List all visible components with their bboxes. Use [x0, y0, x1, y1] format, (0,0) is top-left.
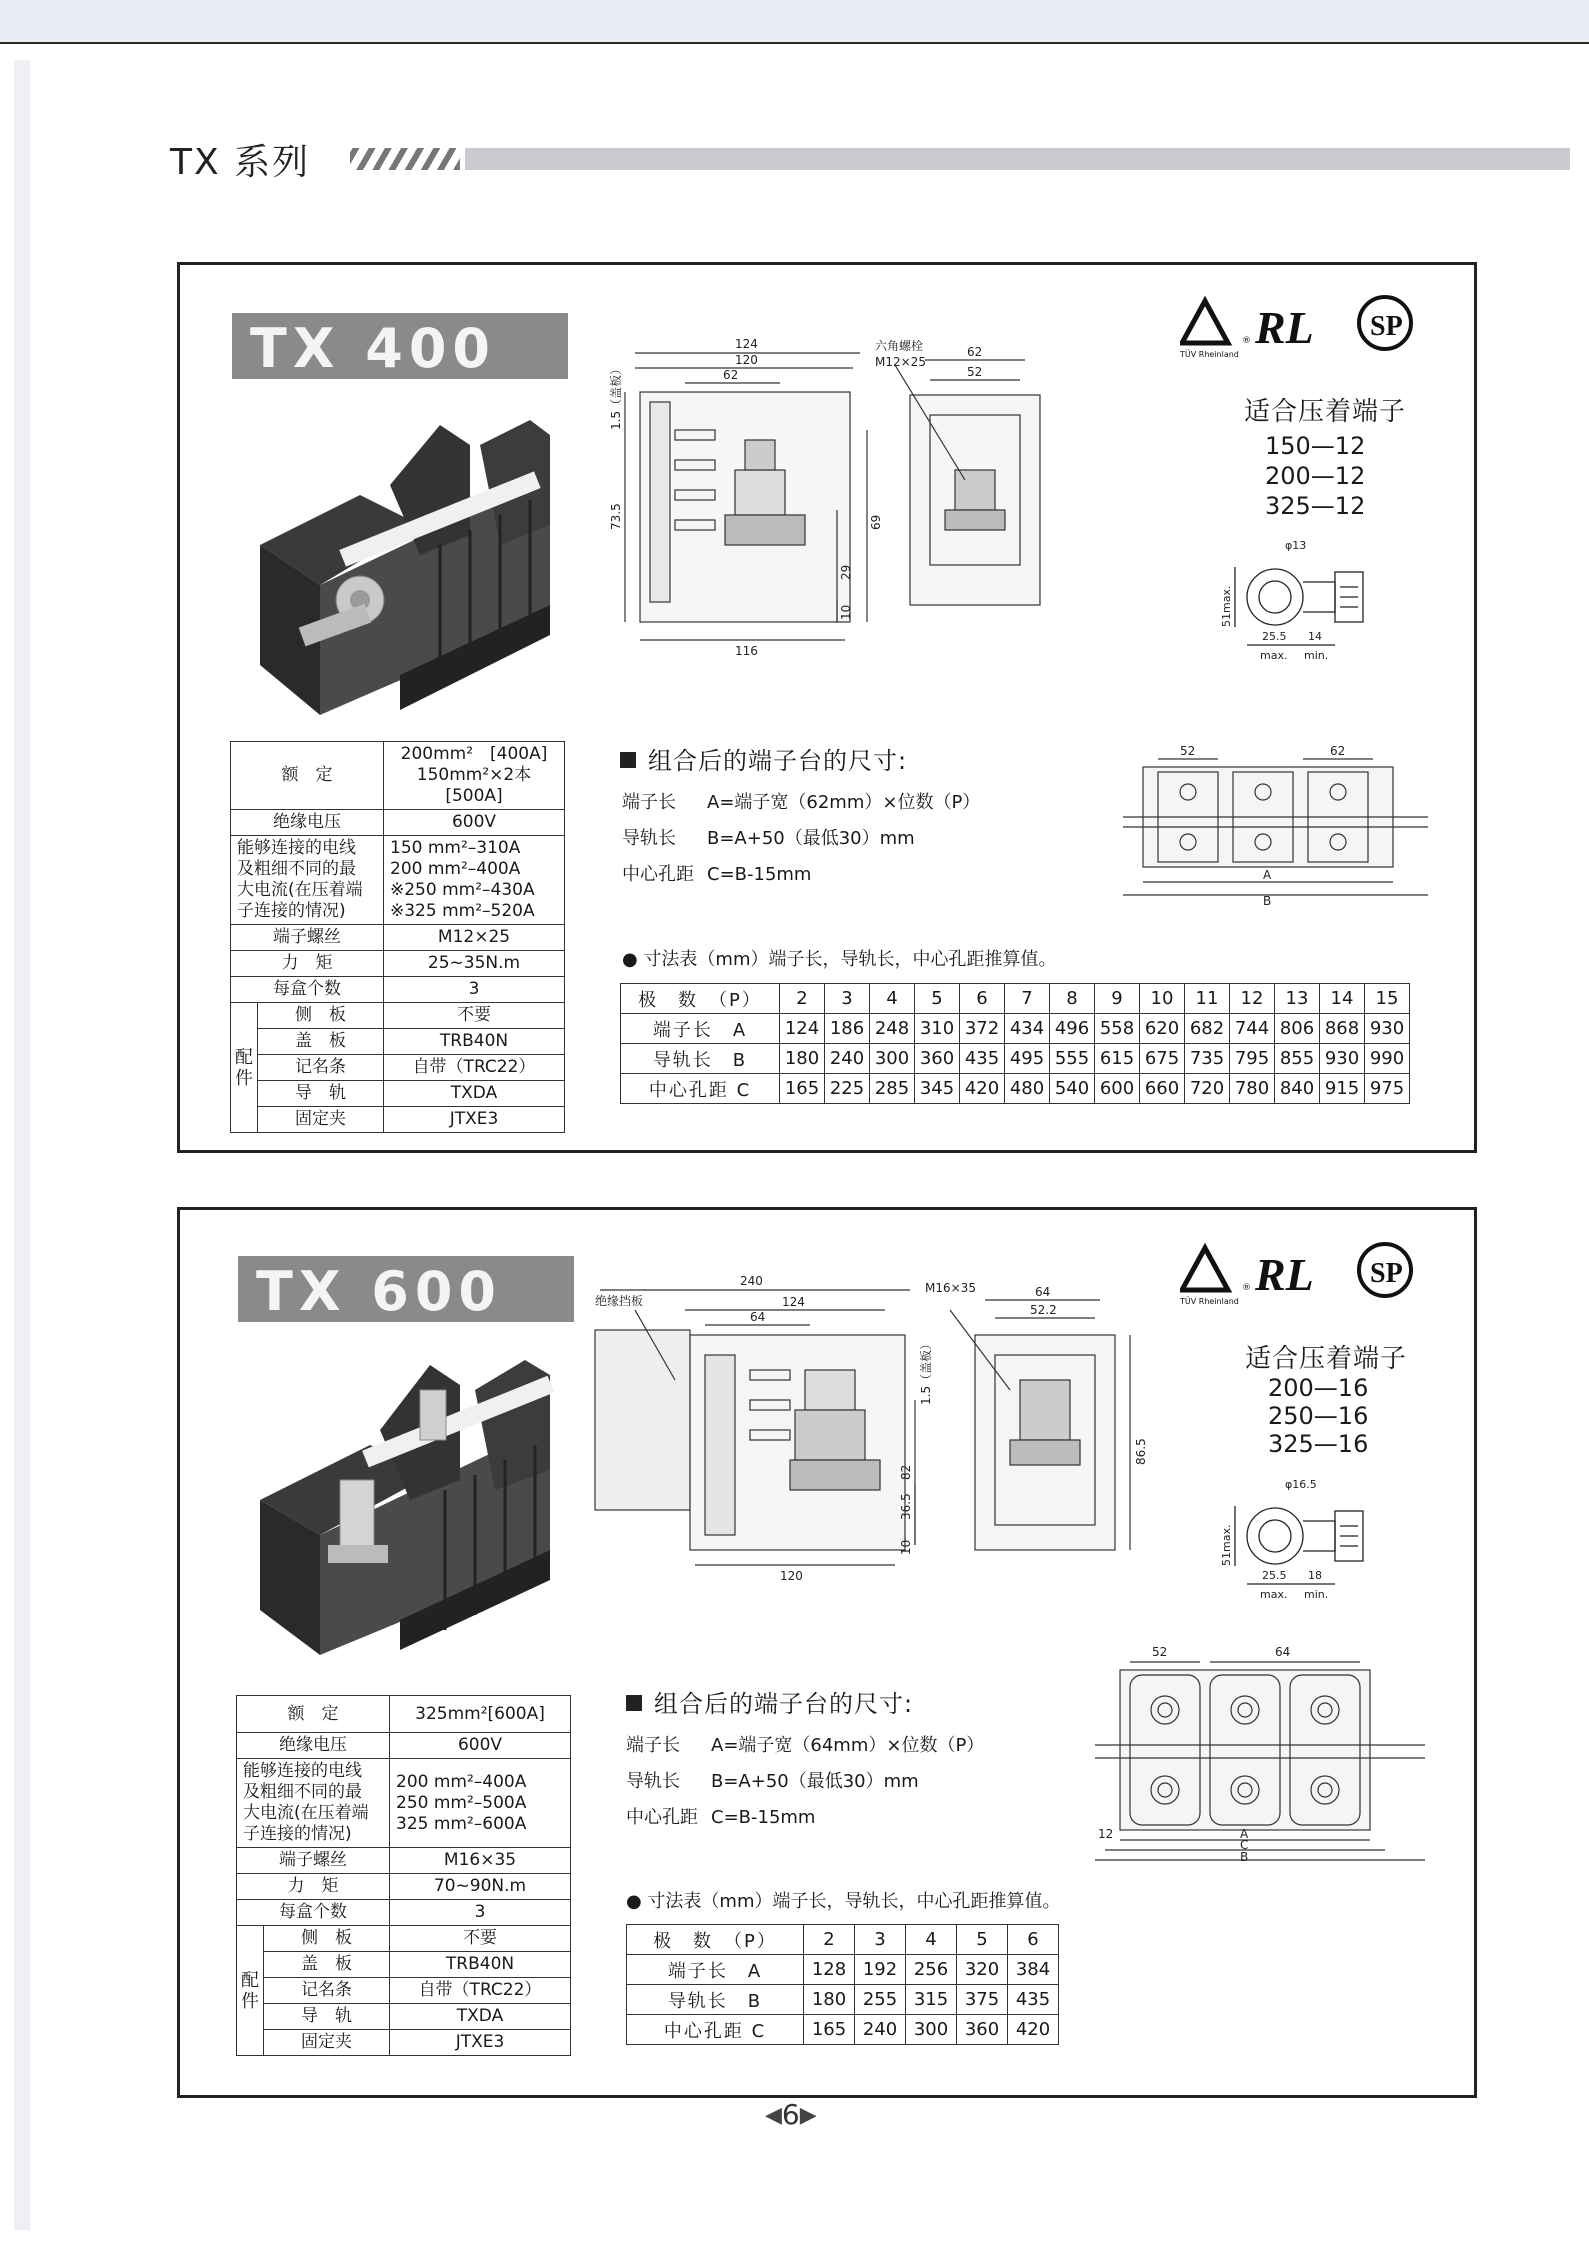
pole-cell: 5	[915, 984, 960, 1014]
lug-height: 51max.	[1220, 1524, 1233, 1566]
pole-cell: 8	[1050, 984, 1095, 1014]
dim-side-52-2: 52.2	[1030, 1303, 1057, 1317]
spec-insulation-label: 绝缘电压	[237, 1733, 390, 1759]
pole-cell: 9	[1095, 984, 1140, 1014]
pole-cell: 14	[1320, 984, 1365, 1014]
value-cell: 735	[1185, 1044, 1230, 1074]
dim-bottom-120: 120	[780, 1569, 803, 1583]
spec-acc-label: 盖 板	[263, 1952, 389, 1978]
rail-a: A	[1263, 868, 1272, 882]
value-cell: 372	[960, 1014, 1005, 1044]
lug-w1: 25.5	[1262, 630, 1287, 643]
spec-rated-value: 200mm² [400A] 150mm²×2本[500A]	[384, 742, 565, 810]
model-banner	[232, 313, 568, 379]
page-number: ◀6▶	[765, 2098, 817, 2131]
bolt-label: 六角螺栓	[875, 339, 924, 353]
pole-cell: 15	[1365, 984, 1410, 1014]
value-cell: 345	[915, 1074, 960, 1104]
table-row	[627, 2015, 1059, 2045]
value-cell: 555	[1050, 1044, 1095, 1074]
spec-acc-label: 记名条	[263, 1978, 389, 2004]
bolt-size: M12×25	[875, 355, 926, 369]
model-banner	[238, 1256, 574, 1322]
crimp-item: 200—12	[1265, 462, 1366, 490]
value-cell: 180	[804, 1985, 855, 2015]
spec-acc-label: 固定夹	[257, 1107, 383, 1133]
dim-top-120: 120	[735, 353, 758, 367]
pole-cell: 12	[1230, 984, 1275, 1014]
product-photo	[240, 415, 570, 725]
row-label: 中心孔距 C	[621, 1074, 780, 1104]
dims-note: ● 寸法表（mm）端子长，导轨长，中心孔距推算值。	[626, 1891, 1061, 1912]
value-cell: 165	[780, 1074, 825, 1104]
crimp-list	[1268, 1374, 1368, 1458]
spec-accessory-side: 配 件	[231, 1003, 258, 1133]
value-cell: 240	[855, 2015, 906, 2045]
certification-logos	[1180, 1240, 1440, 1310]
spec-acc-value: JTXE3	[384, 1107, 565, 1133]
svg-text:®: ®	[1242, 336, 1251, 346]
value-cell: 435	[960, 1044, 1005, 1074]
table-row	[621, 1044, 1410, 1074]
value-cell: 795	[1230, 1044, 1275, 1074]
value-cell: 300	[906, 2015, 957, 2045]
tuv-triangle-icon	[1182, 1248, 1228, 1290]
dim-cover: 1.5（盖板）	[919, 1337, 933, 1405]
lug-hole: φ16.5	[1285, 1478, 1317, 1491]
lug-height: 51max.	[1220, 585, 1233, 627]
page-fold	[14, 60, 30, 2230]
pole-cell: 10	[1140, 984, 1185, 1014]
pole-cell: 11	[1185, 984, 1230, 1014]
spec-box-label: 每盒个数	[237, 1900, 390, 1926]
dim-height-69: 69	[869, 514, 883, 530]
spec-rated-label: 额 定	[237, 1696, 390, 1733]
tuv-label: TÜV Rheinland	[1180, 350, 1239, 359]
value-cell: 600	[1095, 1074, 1140, 1104]
next-arrow-icon: ▶	[799, 2103, 817, 2128]
value-cell: 255	[855, 1985, 906, 2015]
crimp-item: 200—16	[1268, 1374, 1369, 1402]
spec-acc-value: 自带（TRC22）	[390, 1978, 571, 2004]
crimp-lug-drawing	[1180, 527, 1430, 697]
value-cell: 975	[1365, 1074, 1410, 1104]
value-cell: 225	[825, 1074, 870, 1104]
dim-top-240: 240	[740, 1274, 763, 1288]
spec-acc-label: 导 轨	[263, 2004, 389, 2030]
pole-cell: 3	[855, 1925, 906, 1955]
barrier-label: 绝缘挡板	[595, 1294, 644, 1308]
crimp-list	[1265, 431, 1365, 521]
dim-top-124: 124	[735, 337, 758, 351]
value-cell: 682	[1185, 1014, 1230, 1044]
spec-acc-value: JTXE3	[390, 2030, 571, 2056]
table-row	[621, 1074, 1410, 1104]
ul-logo: RL	[1255, 1249, 1314, 1300]
table-row	[627, 1955, 1059, 1985]
lug-w2: 14	[1308, 630, 1322, 643]
rail-b: B	[1263, 894, 1272, 907]
model-title: TX 600	[256, 1260, 502, 1323]
rail-w1: 52	[1180, 744, 1196, 758]
dims-table	[626, 1924, 1059, 2045]
row-label: 导轨长 B	[627, 1985, 804, 2015]
product-photo	[240, 1350, 570, 1660]
value-cell: 990	[1365, 1044, 1410, 1074]
svg-text:®: ®	[1242, 1283, 1251, 1293]
dims-header: 极 数 （P）	[627, 1925, 804, 1955]
spec-acc-label: 记名条	[257, 1055, 383, 1081]
value-cell: 192	[855, 1955, 906, 1985]
spec-acc-value: TRB40N	[384, 1029, 565, 1055]
crimp-title: 适合压着端子	[1244, 397, 1407, 427]
dim-side-52: 52	[967, 365, 983, 379]
rail-b: B	[1240, 1850, 1249, 1864]
value-cell: 165	[804, 2015, 855, 2045]
value-cell: 806	[1275, 1014, 1320, 1044]
value-cell: 360	[915, 1044, 960, 1074]
value-cell: 480	[1005, 1074, 1050, 1104]
spec-acc-label: 侧 板	[263, 1926, 389, 1952]
header-bar	[465, 148, 1570, 170]
spec-table	[236, 1695, 571, 2056]
pole-cell: 2	[780, 984, 825, 1014]
spec-acc-value: 自带（TRC22）	[384, 1055, 565, 1081]
value-cell: 285	[870, 1074, 915, 1104]
dim-bottom-116: 116	[735, 644, 758, 658]
value-cell: 310	[915, 1014, 960, 1044]
rail-assembly-drawing	[1090, 1640, 1435, 1865]
lug-w2-note: min.	[1304, 649, 1329, 662]
value-cell: 360	[957, 2015, 1008, 2045]
value-cell: 840	[1275, 1074, 1320, 1104]
spec-screw-value: M16×35	[390, 1848, 571, 1874]
spec-screw-label: 端子螺丝	[237, 1848, 390, 1874]
row-label: 导轨长 B	[621, 1044, 780, 1074]
spec-acc-value: 不要	[384, 1003, 565, 1029]
spec-acc-label: 侧 板	[257, 1003, 383, 1029]
row-label: 中心孔距 C	[627, 2015, 804, 2045]
crimp-item: 150—12	[1265, 432, 1366, 460]
spec-box-label: 每盒个数	[231, 977, 384, 1003]
combo-title: 组合后的端子台的尺寸:	[620, 741, 907, 776]
tuv-label: TÜV Rheinland	[1180, 1297, 1239, 1306]
spec-acc-label: 导 轨	[257, 1081, 383, 1107]
model-title: TX 400	[250, 317, 496, 380]
product-section-tx400	[177, 262, 1477, 1153]
value-cell: 124	[780, 1014, 825, 1044]
dim-cover: 1.5（盖板）	[609, 362, 623, 430]
dims-header: 极 数 （P）	[621, 984, 780, 1014]
combo-title: 组合后的端子台的尺寸:	[626, 1684, 913, 1719]
value-cell: 720	[1185, 1074, 1230, 1104]
dim-top-124: 124	[782, 1295, 805, 1309]
dim-height-82: 82	[899, 1464, 913, 1480]
pole-cell: 6	[960, 984, 1005, 1014]
dim-side-62: 62	[967, 345, 983, 359]
pole-cell: 13	[1275, 984, 1320, 1014]
value-cell: 375	[957, 1985, 1008, 2015]
value-cell: 744	[1230, 1014, 1275, 1044]
product-section-tx600	[177, 1207, 1477, 2098]
dim-side-64: 64	[1035, 1285, 1051, 1299]
value-cell: 540	[1050, 1074, 1095, 1104]
svg-text:SP: SP	[1370, 311, 1403, 342]
value-cell: 675	[1140, 1044, 1185, 1074]
lug-w2-note: min.	[1304, 1588, 1329, 1601]
spec-torque-value: 25~35N.m	[384, 951, 565, 977]
pole-cell: 4	[906, 1925, 957, 1955]
value-cell: 384	[1008, 1955, 1059, 1985]
dim-height-10: 10	[839, 604, 853, 620]
dim-height-29: 29	[839, 564, 853, 580]
value-cell: 420	[1008, 2015, 1059, 2045]
certification-logos	[1180, 293, 1440, 363]
value-cell: 420	[960, 1074, 1005, 1104]
technical-drawing	[605, 320, 1115, 700]
value-cell: 128	[804, 1955, 855, 1985]
spec-rated-label: 额 定	[231, 742, 384, 810]
rail-w2: 62	[1330, 744, 1346, 758]
dim-height-36-5: 36.5	[899, 1493, 913, 1520]
spec-acc-value: TRB40N	[390, 1952, 571, 1978]
header-stripes	[350, 148, 460, 170]
series-title: TX 系列	[170, 142, 311, 183]
technical-drawing	[590, 1260, 1150, 1640]
spec-current-value: 200 mm²–400A 250 mm²–500A 325 mm²–600A	[390, 1759, 571, 1848]
rail-a: A	[1240, 1827, 1249, 1841]
spec-current-value: 150 mm²–310A 200 mm²–400A ※250 mm²–430A ※325 mm²–520A	[384, 836, 565, 925]
dim-side-86-5: 86.5	[1134, 1438, 1148, 1465]
rail-w1: 52	[1152, 1645, 1168, 1659]
spec-torque-label: 力 矩	[231, 951, 384, 977]
rail-w2: 64	[1275, 1645, 1291, 1659]
value-cell: 300	[870, 1044, 915, 1074]
pole-cell: 7	[1005, 984, 1050, 1014]
pole-cell: 5	[957, 1925, 1008, 1955]
dims-note: ● 寸法表（mm）端子长，导轨长，中心孔距推算值。	[622, 949, 1057, 970]
value-cell: 660	[1140, 1074, 1185, 1104]
svg-text:SP: SP	[1370, 1258, 1403, 1289]
value-cell: 240	[825, 1044, 870, 1074]
spec-screw-value: M12×25	[384, 925, 565, 951]
value-cell: 620	[1140, 1014, 1185, 1044]
table-row	[621, 1014, 1410, 1044]
value-cell: 186	[825, 1014, 870, 1044]
value-cell: 915	[1320, 1074, 1365, 1104]
spec-box-value: 3	[384, 977, 565, 1003]
lug-w1-note: max.	[1260, 649, 1288, 662]
dims-table	[620, 983, 1410, 1104]
lug-hole: φ13	[1285, 539, 1307, 552]
value-cell: 930	[1320, 1044, 1365, 1074]
lug-w1: 25.5	[1262, 1569, 1287, 1582]
ul-logo: RL	[1255, 302, 1314, 353]
value-cell: 868	[1320, 1014, 1365, 1044]
value-cell: 180	[780, 1044, 825, 1074]
dim-top-62: 62	[723, 368, 739, 382]
pole-cell: 4	[870, 984, 915, 1014]
spec-screw-label: 端子螺丝	[231, 925, 384, 951]
spec-box-value: 3	[390, 1900, 571, 1926]
crimp-item: 325—12	[1265, 492, 1366, 520]
dim-height-10: 10	[899, 1539, 913, 1555]
value-cell: 496	[1050, 1014, 1095, 1044]
dim-top-64: 64	[750, 1310, 766, 1324]
crimp-item: 250—16	[1268, 1402, 1369, 1430]
value-cell: 780	[1230, 1074, 1275, 1104]
formula-block: 端子长 A=端子宽（64mm）×位数（P） 导轨长 B=A+50（最低30）mm 中心孔距 C=B-15mm	[626, 1735, 985, 1828]
page-header	[170, 130, 1570, 183]
value-cell: 320	[957, 1955, 1008, 1985]
tuv-triangle-icon	[1182, 301, 1228, 343]
spec-insulation-value: 600V	[390, 1733, 571, 1759]
prev-arrow-icon: ◀	[765, 2103, 782, 2128]
row-label: 端子长 A	[621, 1014, 780, 1044]
bolt-size: M16×35	[925, 1281, 976, 1295]
spec-acc-value: TXDA	[384, 1081, 565, 1107]
spec-current-label: 能够连接的电线 及粗细不同的最 大电流(在压着端 子连接的情况)	[237, 1759, 390, 1848]
value-cell: 248	[870, 1014, 915, 1044]
pole-cell: 3	[825, 984, 870, 1014]
crimp-title: 适合压着端子	[1245, 1344, 1408, 1374]
value-cell: 495	[1005, 1044, 1050, 1074]
spec-table	[230, 741, 565, 1133]
value-cell: 615	[1095, 1044, 1140, 1074]
value-cell: 256	[906, 1955, 957, 1985]
value-cell: 315	[906, 1985, 957, 2015]
table-row	[621, 984, 1410, 1014]
spec-torque-value: 70~90N.m	[390, 1874, 571, 1900]
dim-height-73-5: 73.5	[609, 503, 623, 530]
spec-accessory-side: 配 件	[237, 1926, 264, 2056]
spec-rated-value: 325mm²[600A]	[390, 1696, 571, 1733]
formula-block: 端子长 A=端子宽（62mm）×位数（P） 导轨长 B=A+50（最低30）mm 中心孔距 C=B-15mm	[622, 792, 981, 885]
value-cell: 558	[1095, 1014, 1140, 1044]
spec-acc-label: 盖 板	[257, 1029, 383, 1055]
value-cell: 855	[1275, 1044, 1320, 1074]
spec-current-label: 能够连接的电线 及粗细不同的最 大电流(在压着端 子连接的情况)	[231, 836, 384, 925]
spec-insulation-label: 绝缘电压	[231, 810, 384, 836]
crimp-item: 325—16	[1268, 1430, 1369, 1458]
spec-insulation-value: 600V	[384, 810, 565, 836]
spec-acc-value: 不要	[390, 1926, 571, 1952]
lug-w1-note: max.	[1260, 1588, 1288, 1601]
page-edge	[0, 0, 1589, 44]
row-label: 端子长 A	[627, 1955, 804, 1985]
spec-acc-label: 固定夹	[263, 2030, 389, 2056]
spec-torque-label: 力 矩	[237, 1874, 390, 1900]
value-cell: 435	[1008, 1985, 1059, 2015]
value-cell: 434	[1005, 1014, 1050, 1044]
lug-w2: 18	[1308, 1569, 1322, 1582]
pole-cell: 6	[1008, 1925, 1059, 1955]
rail-c: C	[1240, 1838, 1249, 1852]
crimp-lug-drawing	[1180, 1466, 1430, 1636]
spec-acc-value: TXDA	[390, 2004, 571, 2030]
table-row	[627, 1925, 1059, 1955]
rail-assembly-drawing	[1118, 737, 1448, 907]
value-cell: 930	[1365, 1014, 1410, 1044]
table-row	[627, 1985, 1059, 2015]
rail-h: 12	[1098, 1827, 1114, 1841]
pole-cell: 2	[804, 1925, 855, 1955]
